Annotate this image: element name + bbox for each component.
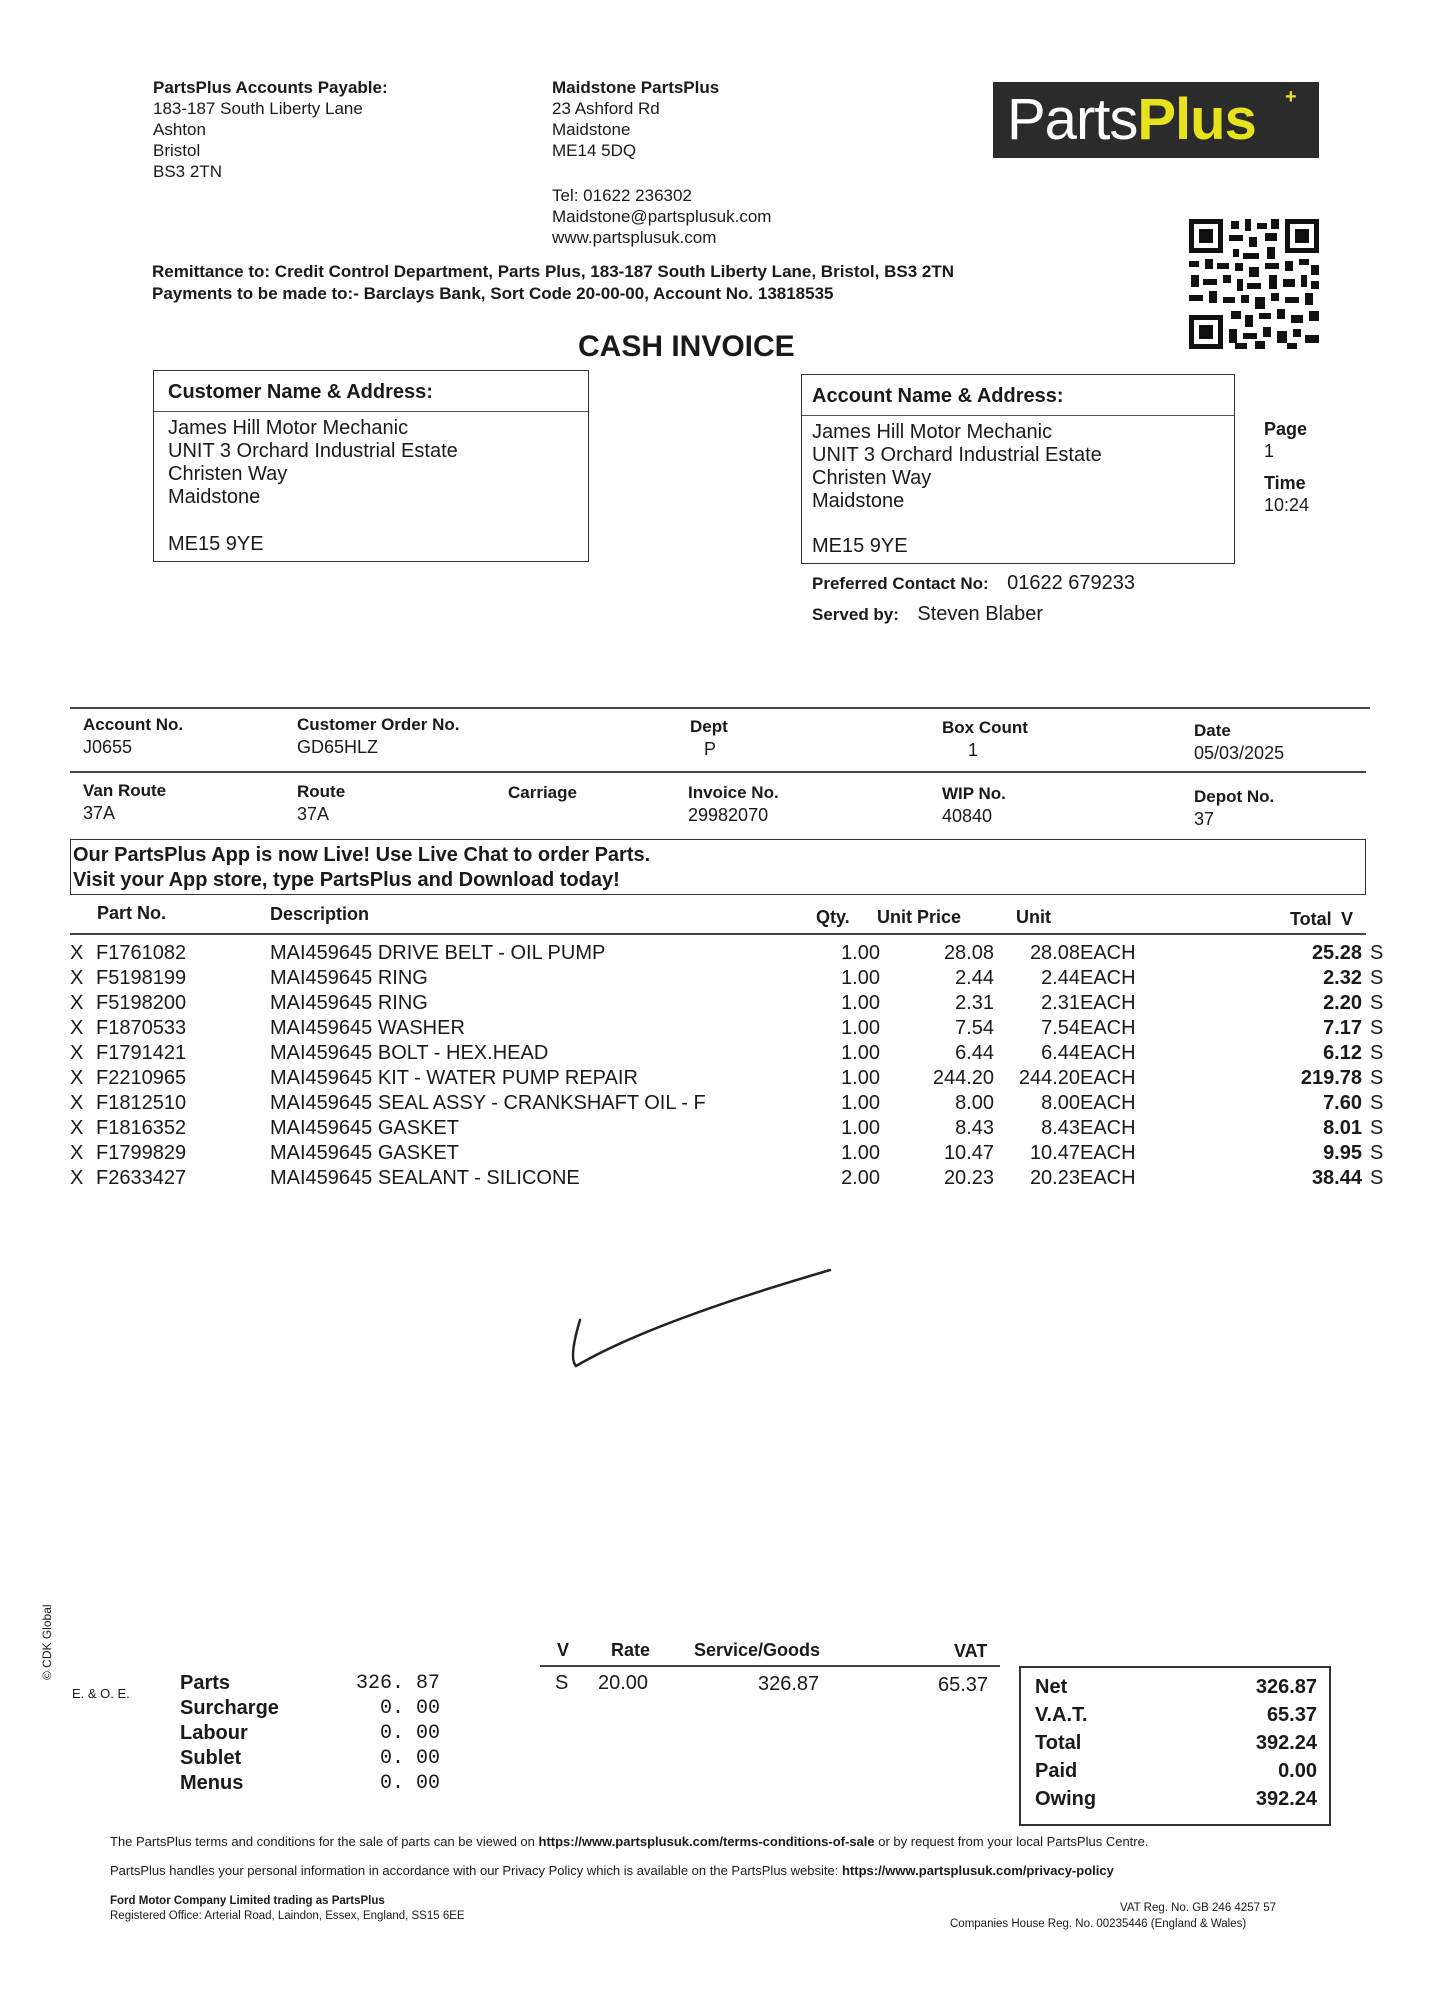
cdk-side-note: © CDK Global xyxy=(40,1604,54,1680)
info-wip-no: WIP No. 40840 xyxy=(942,784,1006,826)
footer-company: Ford Motor Company Limited trading as PartsPlus xyxy=(110,1895,385,1907)
vat-header-v: V xyxy=(557,1640,570,1660)
footer-companies-house: Companies House Reg. No. 00235446 (England & Wales) xyxy=(950,1918,1247,1930)
breakdown-row: Labour 0. 00 xyxy=(180,1722,440,1745)
payable-address xyxy=(153,77,388,182)
totals-row: Net 326.87 xyxy=(1035,1676,1317,1698)
preferred-contact-label: Preferred Contact No: xyxy=(812,574,989,593)
divider xyxy=(70,771,1366,773)
branch-tel: Tel: 01622 236302 xyxy=(552,186,692,205)
branch-email: Maidstone@partsplusuk.com xyxy=(552,207,772,226)
customer-line: Christen Way xyxy=(168,463,288,485)
payable-line: 183-187 South Liberty Lane xyxy=(153,99,363,118)
customer-line: UNIT 3 Orchard Industrial Estate xyxy=(168,440,458,462)
payable-line: Ashton xyxy=(153,120,206,139)
items-header-unit-price: Unit Price xyxy=(877,907,962,927)
account-line: Maidstone xyxy=(812,490,905,512)
vat-header-goods: Service/Goods xyxy=(694,1640,821,1660)
page-time-block xyxy=(1264,418,1309,516)
served-by-value: Steven Blaber xyxy=(917,603,1044,625)
totals-box xyxy=(1019,1666,1331,1826)
payable-title: PartsPlus Accounts Payable: xyxy=(153,78,388,97)
qr-code xyxy=(1187,217,1321,351)
info-depot-no: Depot No. 37 xyxy=(1194,787,1275,829)
totals-row: V.A.T. 65.37 xyxy=(1035,1704,1317,1726)
items-header-total: Total xyxy=(1290,909,1332,929)
terms-link[interactable]: https://www.partsplusuk.com/terms-conditions-of-sale xyxy=(538,1834,875,1849)
items-header-desc: Description xyxy=(270,904,370,924)
vat-row-rate: 20.00 xyxy=(598,1672,649,1694)
items-header-v: V xyxy=(1341,909,1354,929)
items-header-unit: Unit xyxy=(1016,907,1051,927)
breakdown-row: Sublet 0. 00 xyxy=(180,1747,440,1770)
totals-row: Paid 0.00 xyxy=(1035,1760,1317,1782)
promo-line-1: Our PartsPlus App is now Live! Use Live Chat to order Parts. xyxy=(73,844,651,866)
document-title: CASH INVOICE xyxy=(578,330,795,363)
totals-row: Total 392.24 xyxy=(1035,1732,1317,1754)
info-date: Date 05/03/2025 xyxy=(1194,721,1285,763)
branch-line: Maidstone xyxy=(552,120,631,139)
logo-plus-mark: + xyxy=(1285,86,1297,108)
vat-row-v: S xyxy=(555,1672,569,1694)
footer-vat-reg: VAT Reg. No. GB 246 4257 57 xyxy=(1120,1902,1276,1914)
page-label: Page xyxy=(1264,419,1308,439)
page-value: 1 xyxy=(1264,441,1275,461)
info-route: Route 37A xyxy=(297,782,346,824)
customer-postcode: ME15 9YE xyxy=(168,533,264,555)
footer-terms: The PartsPlus terms and conditions for the sale of parts can be viewed on https://www.partsplusuk.com/terms-conditions-of-sale or by request from your local PartsPlus Centre. xyxy=(110,1834,1149,1849)
promo-banner xyxy=(70,839,1366,895)
preferred-contact xyxy=(812,572,1135,595)
logo-text-plus: Plus xyxy=(1137,87,1256,152)
partsplus-logo xyxy=(993,82,1319,158)
account-heading: Account Name & Address: xyxy=(812,385,1064,407)
payable-line: Bristol xyxy=(153,141,201,160)
served-by xyxy=(812,603,1043,626)
vat-header-vat: VAT xyxy=(954,1641,988,1661)
branch-address xyxy=(552,77,771,248)
items-header-part: Part No. xyxy=(97,903,167,923)
remittance-line: Remittance to: Credit Control Department, Parts Plus, 183-187 South Liberty Lane, Bristol, BS3 2TN xyxy=(152,262,954,281)
customer-box xyxy=(153,370,589,562)
promo-line-2: Visit your App store, type PartsPlus and Download today! xyxy=(73,869,620,891)
breakdown-row: Surcharge 0. 00 xyxy=(180,1697,440,1720)
cost-breakdown xyxy=(180,1672,450,1797)
eoe-label: E. & O. E. xyxy=(72,1686,130,1701)
vat-header-rate: Rate xyxy=(611,1640,651,1660)
branch-title: Maidstone PartsPlus xyxy=(552,78,720,97)
handwritten-tick-icon xyxy=(560,1260,840,1380)
account-line: UNIT 3 Orchard Industrial Estate xyxy=(812,444,1102,466)
footer-privacy: PartsPlus handles your personal information in accordance with our Privacy Policy which is available on the PartsPlus website: https://www.partsplusuk.com/privacy-policy xyxy=(110,1863,1114,1878)
breakdown-row: Menus 0. 00 xyxy=(180,1772,440,1795)
served-by-label: Served by: xyxy=(812,605,899,624)
payable-line: BS3 2TN xyxy=(153,162,222,181)
info-invoice-no: Invoice No. 29982070 xyxy=(688,783,779,825)
account-postcode: ME15 9YE xyxy=(812,535,908,557)
info-dept: Dept P xyxy=(690,717,728,759)
line-items: X F1761082 MAI459645 DRIVE BELT - OIL PUMP 1.00 28.08 28.08 EACH 25.28 S X F5198199 MAI459645 RING 1.00 2.44 2.44 EACH 2.32 S X F5198200 MAI459645 RING 1.00 2.31 2.31 EACH 2.20 S X F1870533 MAI459645 WASHER 1.00 7.54 7.54 EACH 7.17 S X F1791421 MAI459645 BOLT - HEX.HEAD 1.00 6.44 6.44 EACH 6.12 S X F2210965 MAI459645 KIT - WATER PUMP REPAIR 1.00 244.20 244.20 EACH 219.78 S X F1812510 MAI459645 SEAL ASSY - CRANKSHAFT OIL - F 1.00 8.00 8.00 EACH 7.60 S X F1816352 MAI459645 GASKET 1.00 8.43 8.43 EACH 8.01 S X F1799829 MAI459645 GASKET 1.00 10.47 10.47 EACH 9.95 S X F2633427 MAI459645 SEALANT - SILICONE 2.00 20.23 20.23 EACH 38.44 S xyxy=(70,942,1384,1189)
customer-heading: Customer Name & Address: xyxy=(168,381,433,403)
payments-line: Payments to be made to:- Barclays Bank, Sort Code 20-00-00, Account No. 13818535 xyxy=(152,284,834,303)
divider xyxy=(540,1665,1000,1667)
branch-line: 23 Ashford Rd xyxy=(552,99,660,118)
breakdown-row: Parts 326. 87 xyxy=(180,1672,440,1695)
logo-text-parts: Parts xyxy=(1007,87,1138,152)
info-account-no: Account No. J0655 xyxy=(83,715,184,757)
info-customer-order: Customer Order No. GD65HLZ xyxy=(297,715,460,757)
preferred-contact-value: 01622 679233 xyxy=(1007,572,1136,594)
time-label: Time xyxy=(1264,473,1306,493)
info-van-route: Van Route 37A xyxy=(83,781,167,823)
divider xyxy=(70,933,1366,935)
customer-line: Maidstone xyxy=(168,486,261,508)
footer-registered: Registered Office: Arterial Road, Laindon, Essex, England, SS15 6EE xyxy=(110,1910,465,1922)
account-line: Christen Way xyxy=(812,467,932,489)
customer-line: James Hill Motor Mechanic xyxy=(168,417,409,439)
branch-web: www.partsplusuk.com xyxy=(552,228,717,247)
vat-row-goods: 326.87 xyxy=(758,1673,820,1695)
divider xyxy=(70,707,1370,709)
account-line: James Hill Motor Mechanic xyxy=(812,421,1053,443)
time-value: 10:24 xyxy=(1264,495,1310,515)
totals-row: Owing 392.24 xyxy=(1035,1788,1317,1810)
branch-line: ME14 5DQ xyxy=(552,141,637,160)
items-header-qty: Qty. xyxy=(816,907,850,927)
info-carriage: Carriage xyxy=(508,783,577,802)
account-box xyxy=(801,374,1235,564)
info-box-count: Box Count 1 xyxy=(942,718,1028,760)
vat-row-vat: 65.37 xyxy=(938,1674,989,1696)
privacy-link[interactable]: https://www.partsplusuk.com/privacy-policy xyxy=(841,1863,1114,1878)
